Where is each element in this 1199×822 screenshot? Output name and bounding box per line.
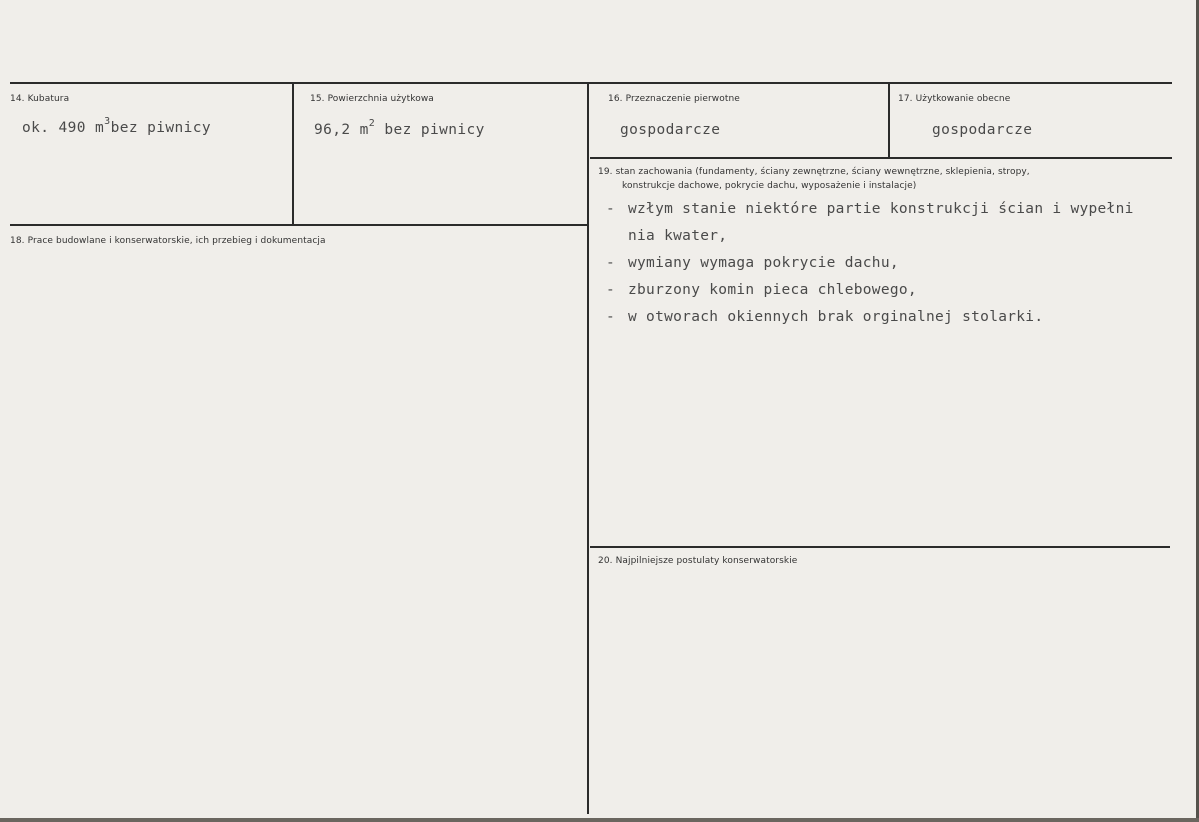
powierzchnia-value-main: 96,2 m [314, 121, 369, 138]
condition-item [606, 196, 1196, 223]
uzytkowanie-value: gospodarcze [932, 122, 1033, 138]
card-edge-bottom [0, 818, 1199, 822]
kubatura-value-rest: bez piwnicy [110, 119, 212, 136]
condition-text: wzłym stanie niektóre partie konstrukcji ścian i wypełni [628, 201, 1134, 217]
uzytkowanie-label: 17. Użytkowanie obecne [898, 94, 1011, 104]
divider-16-17 [888, 84, 890, 158]
condition-item [606, 250, 1196, 277]
condition-item [606, 277, 1196, 304]
row1-bottom-rule-right [590, 157, 1172, 159]
condition-item [606, 304, 1196, 331]
przeznaczenie-value: gospodarcze [620, 122, 721, 138]
powierzchnia-value-rest: bez piwnicy [375, 121, 485, 138]
condition-text: wymiany wymaga pokrycie dachu, [628, 255, 899, 271]
condition-item-continuation [606, 223, 1196, 250]
field-20-top-rule [590, 546, 1170, 548]
kubatura-value-sup: 3 [104, 116, 111, 127]
condition-text: nia kwater, [628, 228, 728, 244]
stan-zachowania-list [606, 196, 1196, 331]
stan-zachowania-label-line2: konstrukcje dachowe, pokrycie dachu, wyposażenie i instalacje) [622, 181, 917, 191]
list-dash: - [606, 282, 616, 298]
kubatura-label: 14. Kubatura [10, 94, 70, 104]
top-rule [10, 82, 1172, 84]
kubatura-value [22, 118, 211, 136]
powierzchnia-value [314, 120, 485, 138]
divider-main [587, 84, 589, 814]
list-dash: - [606, 309, 616, 325]
divider-14-15 [292, 84, 294, 226]
row1-bottom-rule-left [10, 224, 588, 226]
list-dash: - [606, 201, 616, 217]
powierzchnia-value-sup: 2 [368, 118, 376, 129]
condition-text: w otworach okiennych brak orginalnej stolarki. [628, 309, 1044, 325]
prace-budowlane-label: 18. Prace budowlane i konserwatorskie, ich przebieg i dokumentacja [10, 236, 326, 246]
stan-zachowania-label-line1: 19. stan zachowania (fundamenty, ściany zewnętrzne, ściany wewnętrzne, sklepienia, stropy, [598, 167, 1030, 177]
postulaty-label: 20. Najpilniejsze postulaty konserwatorskie [598, 556, 798, 566]
kubatura-value-main: ok. 490 m [22, 119, 105, 136]
przeznaczenie-label: 16. Przeznaczenie pierwotne [608, 94, 740, 104]
condition-text: zburzony komin pieca chlebowego, [628, 282, 917, 298]
powierzchnia-label: 15. Powierzchnia użytkowa [310, 94, 434, 104]
list-dash: - [606, 255, 616, 271]
